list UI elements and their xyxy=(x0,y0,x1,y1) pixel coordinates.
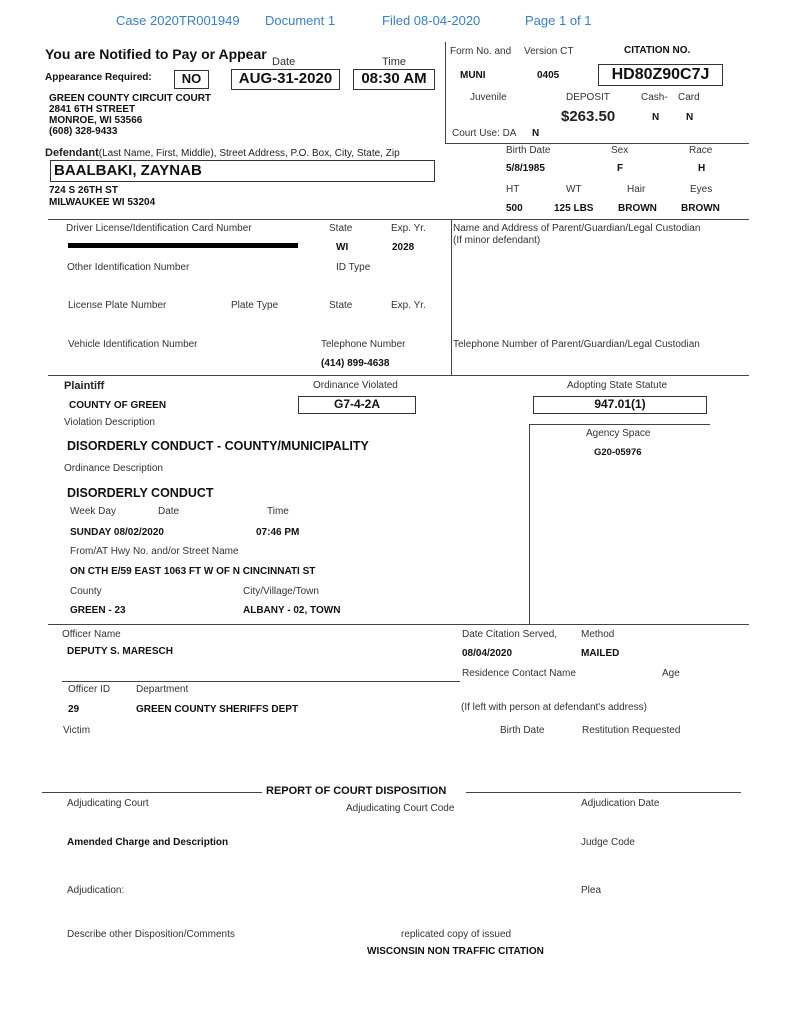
cash-label: Cash- xyxy=(641,92,668,103)
sex: F xyxy=(617,163,624,174)
statute-label: Adopting State Statute xyxy=(567,380,668,391)
defendant-city: MILWAUKEE WI 53204 xyxy=(49,197,156,208)
residence-label: Residence Contact Name xyxy=(462,668,576,679)
violation-time: 07:46 PM xyxy=(256,527,300,538)
race-label: Race xyxy=(689,145,713,156)
court-use-label: Court Use: DA xyxy=(452,128,517,139)
agency-space: G20-05976 xyxy=(594,447,642,458)
document-number: Document 1 xyxy=(265,13,336,28)
defendant-name: BAALBAKI, ZAYNAB xyxy=(50,160,435,182)
location: ON CTH E/59 EAST 1063 FT W OF N CINCINNATI ST xyxy=(70,566,316,577)
citation-type: WISCONSIN NON TRAFFIC CITATION xyxy=(367,946,544,957)
ordinance-desc-label: Ordinance Description xyxy=(64,463,163,474)
plaintiff: COUNTY OF GREEN xyxy=(69,400,167,411)
violation-date-label: Date xyxy=(158,506,180,517)
case-number: Case 2020TR001949 xyxy=(116,13,240,28)
violation-desc-label: Violation Description xyxy=(64,417,155,428)
violation-weekday-date: SUNDAY 08/02/2020 xyxy=(70,527,164,538)
version-label: Version CT xyxy=(524,46,574,57)
plate-label: License Plate Number xyxy=(68,300,167,311)
appearance-label: Appearance Required: xyxy=(45,72,152,83)
plea-label: Plea xyxy=(581,885,602,896)
card-label: Card xyxy=(678,92,700,103)
hair-label: Hair xyxy=(627,184,646,195)
juvenile-label: Juvenile xyxy=(470,92,507,103)
form-no: MUNI xyxy=(460,70,486,81)
defendant-street: 724 S 26TH ST xyxy=(49,185,118,196)
age-label: Age xyxy=(662,668,680,679)
dl-exp-label: Exp. Yr. xyxy=(391,223,426,234)
adj-court-label: Adjudicating Court xyxy=(67,798,149,809)
citation-label: CITATION NO. xyxy=(624,45,691,56)
dl-label: Driver License/Identification Card Number xyxy=(66,223,252,234)
adj-court-code-label: Adjudicating Court Code xyxy=(346,803,455,814)
citation-number: HD80Z90C7J xyxy=(598,64,723,86)
victim-birth-date-label: Birth Date xyxy=(500,725,545,736)
weight-label: WT xyxy=(566,184,582,195)
appearance-value: NO xyxy=(174,70,209,89)
filed-date: Filed 08-04-2020 xyxy=(382,13,481,28)
city: ALBANY - 02, TOWN xyxy=(243,605,341,616)
appearance-date: AUG-31-2020 xyxy=(231,69,340,90)
version: 0405 xyxy=(537,70,560,81)
deposit-amount: $263.50 xyxy=(561,108,616,125)
notice-title: You are Notified to Pay or Appear xyxy=(45,46,267,62)
court-address xyxy=(49,93,211,137)
officer-id-label: Officer ID xyxy=(68,684,111,695)
comments-label: Describe other Disposition/Comments xyxy=(67,929,235,940)
restitution-label: Restitution Requested xyxy=(582,725,681,736)
officer-name-label: Officer Name xyxy=(62,629,121,640)
deposit-label: DEPOSIT xyxy=(566,92,610,103)
left-with-note: (If left with person at defendant's address) xyxy=(461,702,647,713)
defendant-hint: (Last Name, First, Middle), Street Address, P.O. Box, City, State, Zip xyxy=(98,148,400,159)
court-name: GREEN COUNTY CIRCUIT COURT xyxy=(49,93,212,104)
served-label: Date Citation Served, xyxy=(462,629,558,640)
court-city: MONROE, WI 53566 xyxy=(49,115,143,126)
method-label: Method xyxy=(581,629,615,640)
court-use-value: N xyxy=(532,128,540,139)
phone-label: Telephone Number xyxy=(321,339,406,350)
weekday-label: Week Day xyxy=(70,506,116,517)
city-label: City/Village/Town xyxy=(243,586,319,597)
adj-date-label: Adjudication Date xyxy=(581,798,660,809)
weight: 125 LBS xyxy=(554,203,594,214)
officer-id: 29 xyxy=(68,704,80,715)
date-label: Date xyxy=(272,56,296,68)
plaintiff-label: Plaintiff xyxy=(64,380,105,392)
served-date: 08/04/2020 xyxy=(462,648,513,659)
judge-code-label: Judge Code xyxy=(581,837,635,848)
birth-date: 5/8/1985 xyxy=(506,163,545,174)
race: H xyxy=(698,163,706,174)
plate-type-label: Plate Type xyxy=(231,300,279,311)
sex-label: Sex xyxy=(611,145,629,156)
officer-name: DEPUTY S. MARESCH xyxy=(67,646,173,657)
amended-charge-label: Amended Charge and Description xyxy=(67,837,229,848)
replicated-note: replicated copy of issued xyxy=(401,929,512,940)
location-label: From/AT Hwy No. and/or Street Name xyxy=(70,546,239,557)
cash-value: N xyxy=(652,112,660,123)
phone: (414) 899-4638 xyxy=(321,358,390,369)
height: 500 xyxy=(506,203,523,214)
eyes: BROWN xyxy=(681,203,720,214)
id-type-label: ID Type xyxy=(336,262,371,273)
court-street: 2841 6TH STREET xyxy=(49,104,136,115)
form-no-label: Form No. and xyxy=(450,46,512,57)
eyes-label: Eyes xyxy=(690,184,713,195)
disposition-title: REPORT OF COURT DISPOSITION xyxy=(266,785,447,797)
dl-state: WI xyxy=(336,242,349,253)
county: GREEN - 23 xyxy=(70,605,126,616)
plate-exp-label: Exp. Yr. xyxy=(391,300,426,311)
dl-state-label: State xyxy=(329,223,353,234)
hair: BROWN xyxy=(618,203,657,214)
ordinance-desc: DISORDERLY CONDUCT xyxy=(67,486,214,500)
height-label: HT xyxy=(506,184,520,195)
method: MAILED xyxy=(581,648,620,659)
card-value: N xyxy=(686,112,694,123)
appearance-time: 08:30 AM xyxy=(353,69,435,90)
victim-label: Victim xyxy=(63,725,91,736)
county-label: County xyxy=(70,586,102,597)
vin-label: Vehicle Identification Number xyxy=(68,339,198,350)
birth-date-label: Birth Date xyxy=(506,145,551,156)
department-label: Department xyxy=(136,684,189,695)
court-phone: (608) 328-9433 xyxy=(49,126,118,137)
ordinance-violated: G7-4-2A xyxy=(298,396,416,414)
agency-label: Agency Space xyxy=(586,428,651,439)
dl-exp: 2028 xyxy=(392,242,415,253)
other-id-label: Other Identification Number xyxy=(67,262,190,273)
plate-state-label: State xyxy=(329,300,353,311)
defendant-heading xyxy=(45,147,400,159)
adjudication-label: Adjudication: xyxy=(67,885,125,896)
guardian-phone-label: Telephone Number of Parent/Guardian/Legal Custodian xyxy=(453,339,700,350)
department: GREEN COUNTY SHERIFFS DEPT xyxy=(136,704,299,715)
defendant-address xyxy=(49,185,155,209)
violation-desc: DISORDERLY CONDUCT - COUNTY/MUNICIPALITY xyxy=(67,439,369,453)
adopting-statute: 947.01(1) xyxy=(533,396,707,414)
defendant-label: Defendant xyxy=(45,147,99,159)
page-indicator: Page 1 of 1 xyxy=(525,13,592,28)
violation-time-label: Time xyxy=(267,506,289,517)
guardian-hint: (If minor defendant) xyxy=(453,235,541,246)
time-label: Time xyxy=(382,56,407,68)
guardian-label: Name and Address of Parent/Guardian/Legal Custodian xyxy=(453,223,701,234)
ordinance-label: Ordinance Violated xyxy=(313,380,398,391)
redacted-license-number xyxy=(68,243,298,248)
